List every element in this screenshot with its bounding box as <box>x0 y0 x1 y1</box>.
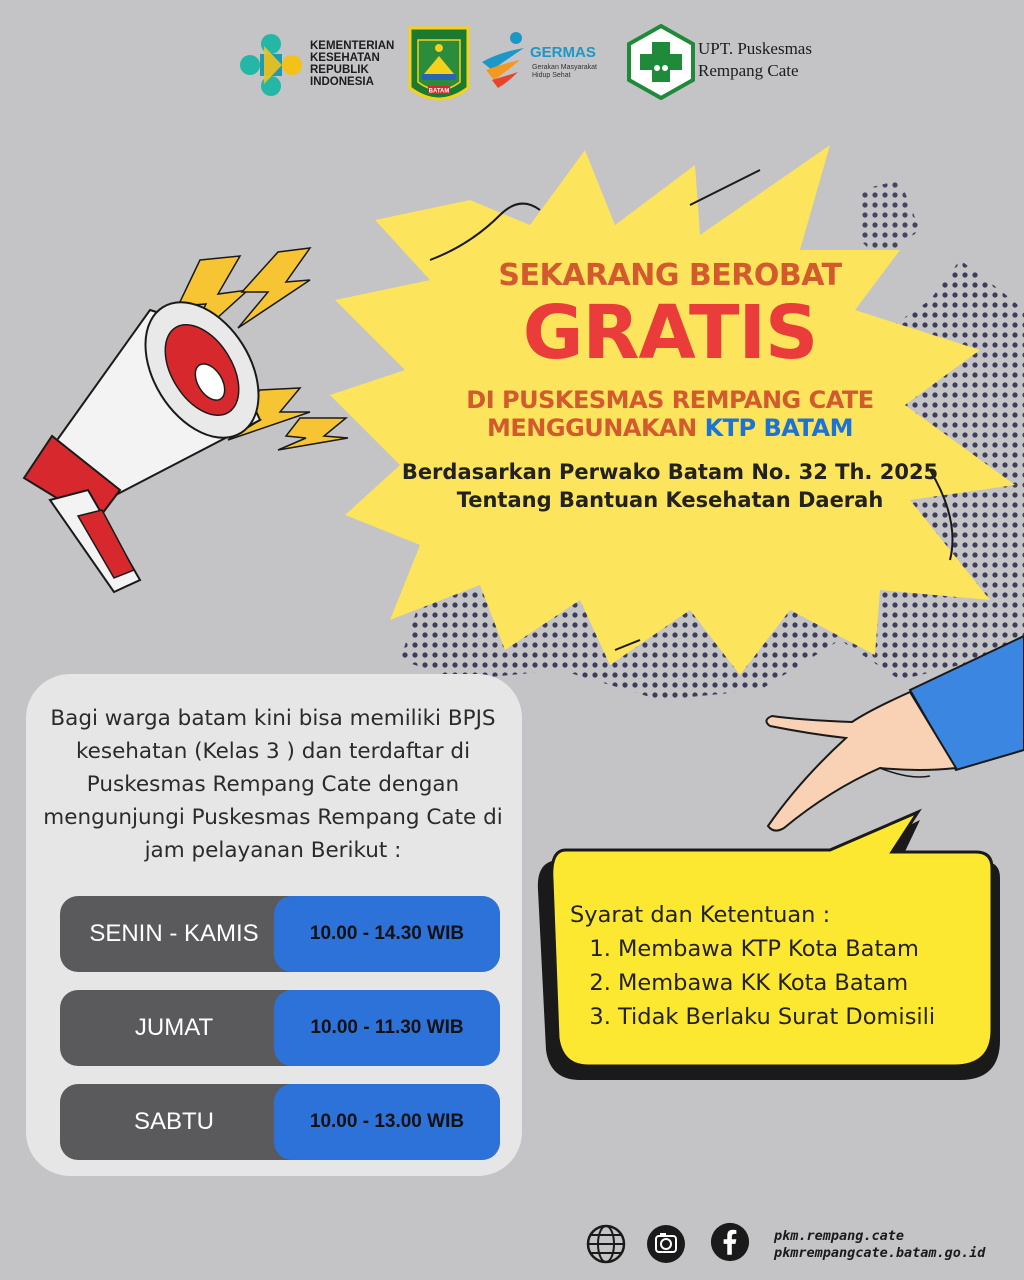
schedule-time: 10.00 - 14.30 WIB <box>274 896 500 972</box>
headline-ktp-highlight: KTP BATAM <box>704 414 853 442</box>
facebook-icon[interactable] <box>710 1222 750 1262</box>
syarat-list <box>570 898 990 1034</box>
germas-subtitle: Gerakan Masyarakat Hidup Sehat <box>532 64 597 79</box>
halftone-shadow-top <box>860 180 920 260</box>
syarat-item: 1. Membawa KTP Kota Batam <box>618 932 990 966</box>
schedule-day: SABTU <box>133 1108 214 1135</box>
schedule-row-senin-kamis <box>60 896 500 972</box>
headline-line4-prefix: MENGGUNAKAN <box>487 414 705 442</box>
headline-line4 <box>430 414 910 442</box>
info-text: Bagi warga batam kini bisa memiliki BPJS kesehatan (Kelas 3 ) dan terdaftar di Puskesmas Rempang Cate dengan mengunjungi Puskesmas Rempang Cate di jam pelayanan Berikut : <box>43 706 503 863</box>
schedule-row-sabtu <box>60 1084 500 1160</box>
syarat-item: 3. Tidak Berlaku Surat Domisili <box>618 1000 990 1034</box>
footer-contacts <box>774 1228 985 1262</box>
syarat-items <box>570 932 990 1034</box>
globe-icon[interactable] <box>586 1224 626 1264</box>
schedule-day: SENIN - KAMIS <box>89 920 259 947</box>
headline-gratis: GRATIS <box>522 290 818 376</box>
schedule-day: JUMAT <box>134 1014 214 1041</box>
batam-emblem-label: BATAM <box>428 88 450 95</box>
schedule-time: 10.00 - 13.00 WIB <box>274 1084 500 1160</box>
basis-line2: Tentang Bantuan Kesehatan Daerah <box>456 488 884 512</box>
instagram-icon[interactable] <box>646 1224 686 1264</box>
schedule-time: 10.00 - 11.30 WIB <box>274 990 500 1066</box>
syarat-title: Syarat dan Ketentuan : <box>570 902 831 928</box>
basis-line1: Berdasarkan Perwako Batam No. 32 Th. 2025 <box>401 460 939 484</box>
syarat-item: 2. Membawa KK Kota Batam <box>618 966 990 1000</box>
germas-title: GERMAS <box>530 44 596 61</box>
puskesmas-name: UPT. Puskesmas Rempang Cate <box>698 39 812 80</box>
headline-line1: SEKARANG BEROBAT <box>498 258 842 293</box>
headline-basis <box>380 458 960 514</box>
kemenkes-text: KEMENTERIAN KESEHATAN REPUBLIK INDONESIA <box>310 40 395 88</box>
website-link[interactable]: pkmrempangcate.batam.go.id <box>774 1245 986 1261</box>
schedule-row-jumat <box>60 990 500 1066</box>
instagram-handle[interactable]: pkm.rempang.cate <box>774 1228 905 1244</box>
megaphone-icon <box>10 240 370 610</box>
headline-line3: DI PUSKESMAS REMPANG CATE <box>466 386 874 414</box>
